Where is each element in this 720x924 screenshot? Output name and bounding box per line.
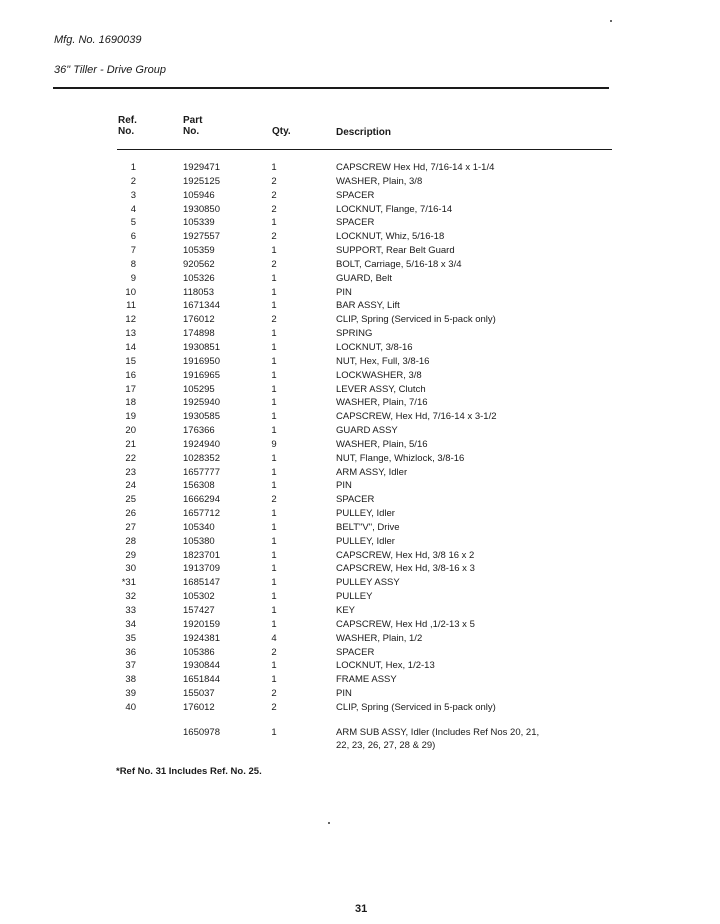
table-row	[0, 646, 720, 660]
quantity: 9	[271, 438, 277, 450]
column-header-description: Description	[336, 127, 392, 138]
part-number: 1924940	[183, 438, 220, 450]
part-number: 105946	[183, 189, 215, 201]
ref-number: 21	[125, 438, 136, 450]
part-number: 118053	[183, 286, 214, 298]
description: LOCKNUT, Whiz, 5/16-18	[336, 231, 445, 243]
part-number: 1028352	[183, 452, 220, 464]
quantity: 1	[271, 397, 277, 409]
ref-number: 33	[125, 605, 136, 616]
table-row	[0, 286, 720, 300]
table-row	[0, 673, 720, 687]
quantity: 2	[271, 258, 277, 270]
part-number: 1930850	[183, 203, 220, 215]
quantity: 1	[271, 521, 277, 533]
ref-number: 12	[125, 314, 136, 326]
table-row	[0, 479, 720, 493]
table-row	[0, 604, 720, 618]
quantity: 1	[271, 411, 277, 423]
quantity: 1	[271, 535, 277, 547]
quantity: 1	[271, 660, 277, 672]
table-row	[0, 632, 720, 646]
ref-number: 5	[130, 217, 136, 229]
part-number: 1930585	[183, 411, 220, 423]
part-number: 156308	[183, 480, 215, 492]
table-row	[0, 659, 720, 673]
ref-number: 39	[125, 688, 136, 700]
description: NUT, Hex, Full, 3/8-16	[336, 355, 430, 367]
ref-number: 32	[125, 591, 136, 603]
ref-number: 10	[125, 286, 136, 298]
table-row	[0, 618, 720, 632]
quantity: 2	[271, 494, 277, 506]
part-number: 157427	[183, 605, 215, 616]
description: PULLEY, Idler	[336, 535, 395, 547]
description: LOCKNUT, Hex, 1/2-13	[336, 660, 435, 672]
parts-table	[0, 161, 720, 715]
part-number: 105340	[183, 521, 215, 533]
part-number: 176012	[183, 701, 215, 713]
part-number: 1927557	[183, 231, 220, 243]
column-header-part-line1: Part	[183, 115, 203, 126]
description: PIN	[336, 480, 352, 492]
part-number: 1657712	[183, 508, 220, 520]
part-number: 1666294	[183, 494, 220, 506]
column-header-qty: Qty.	[272, 126, 291, 137]
description: BAR ASSY, Lift	[336, 300, 400, 312]
quantity: 2	[271, 646, 277, 658]
table-row	[0, 189, 720, 203]
ref-number: 16	[125, 369, 136, 381]
table-row	[0, 216, 720, 230]
part-number: 176012	[183, 314, 215, 326]
description: PIN	[336, 688, 352, 700]
table-row	[0, 327, 720, 341]
ref-number: 1	[130, 162, 136, 173]
ref-number: 8	[130, 258, 136, 270]
description: ARM ASSY, Idler	[336, 466, 408, 478]
quantity: 1	[271, 341, 277, 353]
column-header-part-line2: No.	[183, 126, 200, 137]
description: CLIP, Spring (Serviced in 5-pack only)	[336, 314, 496, 326]
part-number: 105359	[183, 245, 215, 257]
part-number: 105295	[183, 383, 215, 395]
ref-number: 27	[125, 521, 136, 533]
quantity: 1	[271, 591, 277, 603]
description: WASHER, Plain, 7/16	[336, 397, 428, 409]
quantity: 2	[271, 231, 277, 243]
ref-number: 4	[130, 203, 136, 215]
ref-number: 25	[125, 494, 136, 506]
quantity: 1	[271, 162, 277, 173]
part-number: 1651844	[183, 674, 220, 686]
quantity: 1	[271, 605, 277, 616]
table-row	[0, 410, 720, 424]
ref-number: 13	[125, 328, 136, 340]
part-number: 1924381	[183, 632, 220, 644]
ref-number: 18	[125, 397, 136, 409]
quantity: 1	[271, 425, 277, 437]
description: FRAME ASSY	[336, 674, 397, 686]
quantity: 1	[271, 383, 277, 395]
table-row	[0, 549, 720, 563]
column-header-ref-line1: Ref.	[118, 115, 137, 126]
part-number: 1925125	[183, 175, 220, 187]
description: CAPSCREW, Hex Hd, 3/8-16 x 3	[336, 563, 475, 575]
quantity: 1	[271, 355, 277, 367]
quantity: 1	[271, 480, 277, 492]
quantity: 1	[271, 328, 277, 340]
description: PULLEY ASSY	[336, 577, 400, 589]
table-row	[0, 383, 720, 397]
description: PULLEY, Idler	[336, 508, 395, 520]
table-row	[0, 438, 720, 452]
ref-number: 26	[125, 508, 136, 520]
ref-number: 14	[125, 341, 136, 353]
description: CLIP, Spring (Serviced in 5-pack only)	[336, 701, 496, 713]
table-row	[0, 493, 720, 507]
ref-number: 22	[125, 452, 136, 464]
table-row	[0, 313, 720, 327]
part-number: 1916965	[183, 369, 220, 381]
part-number: 1685147	[183, 577, 220, 589]
column-header-ref	[118, 115, 137, 137]
part-number: 176366	[183, 425, 215, 437]
part-number: 105386	[183, 646, 215, 658]
description: BELT"V", Drive	[336, 521, 400, 533]
part-number: 105326	[183, 272, 215, 284]
quantity: 1	[271, 618, 277, 630]
ref-number: 6	[130, 231, 136, 243]
table-row	[0, 452, 720, 466]
description: LOCKNUT, 3/8-16	[336, 341, 413, 353]
table-row	[0, 244, 720, 258]
page-number: 31	[355, 903, 368, 915]
description: CAPSCREW, Hex Hd, 3/8 16 x 2	[336, 549, 475, 561]
table-row	[0, 230, 720, 244]
part-number: 1929471	[183, 162, 220, 173]
table-row	[0, 203, 720, 217]
table-row	[0, 175, 720, 189]
quantity: 1	[271, 466, 277, 478]
quantity: 4	[271, 632, 277, 644]
ref-number: 40	[125, 701, 136, 713]
ref-number: 3	[130, 189, 136, 201]
scan-speck	[610, 20, 612, 22]
description: GUARD, Belt	[336, 272, 392, 284]
part-number: 1930844	[183, 660, 220, 672]
quantity: 2	[271, 189, 277, 201]
column-header-part	[183, 115, 202, 137]
ref-number: *31	[121, 577, 136, 589]
ref-number: 38	[125, 674, 136, 686]
table-row	[0, 687, 720, 701]
quantity: 1	[271, 369, 277, 381]
table-row	[0, 590, 720, 604]
part-number: 1930851	[183, 341, 220, 353]
table-row	[0, 161, 720, 175]
table-row	[0, 369, 720, 383]
table-row	[0, 507, 720, 521]
ref-number: 11	[126, 300, 136, 312]
header-rule	[53, 87, 609, 89]
part-number: 1925940	[183, 397, 220, 409]
section-title: 36" Tiller - Drive Group	[54, 64, 167, 76]
quantity: 1	[271, 286, 277, 298]
ref-number: 15	[125, 355, 136, 367]
part-number: 105339	[183, 217, 215, 229]
manufacturer-number: Mfg. No. 1690039	[54, 34, 142, 46]
table-row	[0, 396, 720, 410]
description: WASHER, Plain, 3/8	[336, 175, 423, 187]
column-header-rule	[117, 149, 612, 150]
description: CAPSCREW, Hex Hd, 7/16-14 x 3-1/2	[336, 411, 497, 423]
ref-number: 36	[125, 646, 136, 658]
ref-number: 24	[125, 480, 136, 492]
description: BOLT, Carriage, 5/16-18 x 3/4	[336, 258, 462, 270]
quantity: 2	[271, 701, 277, 713]
table-row	[0, 299, 720, 313]
description: WASHER, Plain, 5/16	[336, 438, 428, 450]
quantity: 1	[271, 563, 277, 575]
part-number: 1913709	[183, 563, 220, 575]
description: PIN	[336, 286, 352, 298]
quantity: 1	[271, 577, 277, 589]
description: KEY	[336, 605, 356, 616]
part-number: 1916950	[183, 355, 220, 367]
description: LEVER ASSY, Clutch	[336, 383, 426, 395]
ref-number: 35	[125, 632, 136, 644]
description: SPACER	[336, 189, 375, 201]
table-row	[0, 355, 720, 369]
ref-number: 28	[125, 535, 136, 547]
table-row	[0, 272, 720, 286]
description: SPACER	[336, 646, 375, 658]
footnote: *Ref No. 31 Includes Ref. No. 25.	[116, 766, 262, 777]
description: SPRING	[336, 328, 373, 340]
part-number: 1657777	[183, 466, 220, 478]
quantity: 2	[271, 203, 277, 215]
quantity: 1	[271, 452, 277, 464]
table-row	[0, 424, 720, 438]
scan-speck	[328, 822, 330, 824]
ref-number: 9	[130, 272, 136, 284]
description: SUPPORT, Rear Belt Guard	[336, 245, 455, 257]
table-row	[0, 521, 720, 535]
ref-number: 7	[130, 245, 136, 257]
extra-part-qty: 1	[271, 727, 277, 738]
description: GUARD ASSY	[336, 425, 398, 437]
part-number: 105302	[183, 591, 215, 603]
description: WASHER, Plain, 1/2	[336, 632, 423, 644]
table-row	[0, 701, 720, 715]
description: SPACER	[336, 494, 375, 506]
quantity: 1	[271, 674, 277, 686]
table-row	[0, 466, 720, 480]
part-number: 174898	[183, 328, 215, 340]
extra-part-description: ARM SUB ASSY, Idler (Includes Ref Nos 20, 21, 22, 23, 26, 27, 28 & 29)	[336, 727, 540, 751]
quantity: 2	[271, 314, 277, 326]
quantity: 1	[271, 300, 277, 312]
part-number: 1920159	[183, 618, 220, 630]
ref-number: 17	[125, 383, 136, 395]
ref-number: 20	[125, 425, 136, 437]
ref-number: 2	[130, 175, 136, 187]
part-number: 920562	[183, 258, 215, 270]
ref-number: 30	[125, 563, 136, 575]
table-row	[0, 576, 720, 590]
table-row	[0, 258, 720, 272]
table-row	[0, 562, 720, 576]
part-number: 1823701	[183, 549, 220, 561]
quantity: 1	[271, 217, 277, 229]
quantity: 1	[271, 245, 277, 257]
quantity: 1	[271, 272, 277, 284]
description: NUT, Flange, Whizlock, 3/8-16	[336, 452, 465, 464]
ref-number: 19	[125, 411, 136, 423]
ref-number: 23	[125, 466, 136, 478]
description: CAPSCREW Hex Hd, 7/16-14 x 1-1/4	[336, 162, 495, 173]
description: LOCKNUT, Flange, 7/16-14	[336, 203, 453, 215]
part-number: 1671344	[183, 300, 220, 312]
part-number: 155037	[183, 688, 215, 700]
quantity: 2	[271, 175, 277, 187]
part-number: 105380	[183, 535, 215, 547]
description: CAPSCREW, Hex Hd ,1/2-13 x 5	[336, 618, 475, 630]
extra-part-number: 1650978	[183, 727, 220, 738]
description: PULLEY	[336, 591, 373, 603]
column-header-ref-line2: No.	[118, 126, 135, 137]
table-row	[0, 535, 720, 549]
description: SPACER	[336, 217, 375, 229]
quantity: 2	[271, 688, 277, 700]
ref-number: 29	[125, 549, 136, 561]
ref-number: 34	[125, 618, 136, 630]
description: LOCKWASHER, 3/8	[336, 369, 422, 381]
quantity: 1	[271, 549, 277, 561]
quantity: 1	[271, 508, 277, 520]
ref-number: 37	[125, 660, 136, 672]
table-row	[0, 341, 720, 355]
